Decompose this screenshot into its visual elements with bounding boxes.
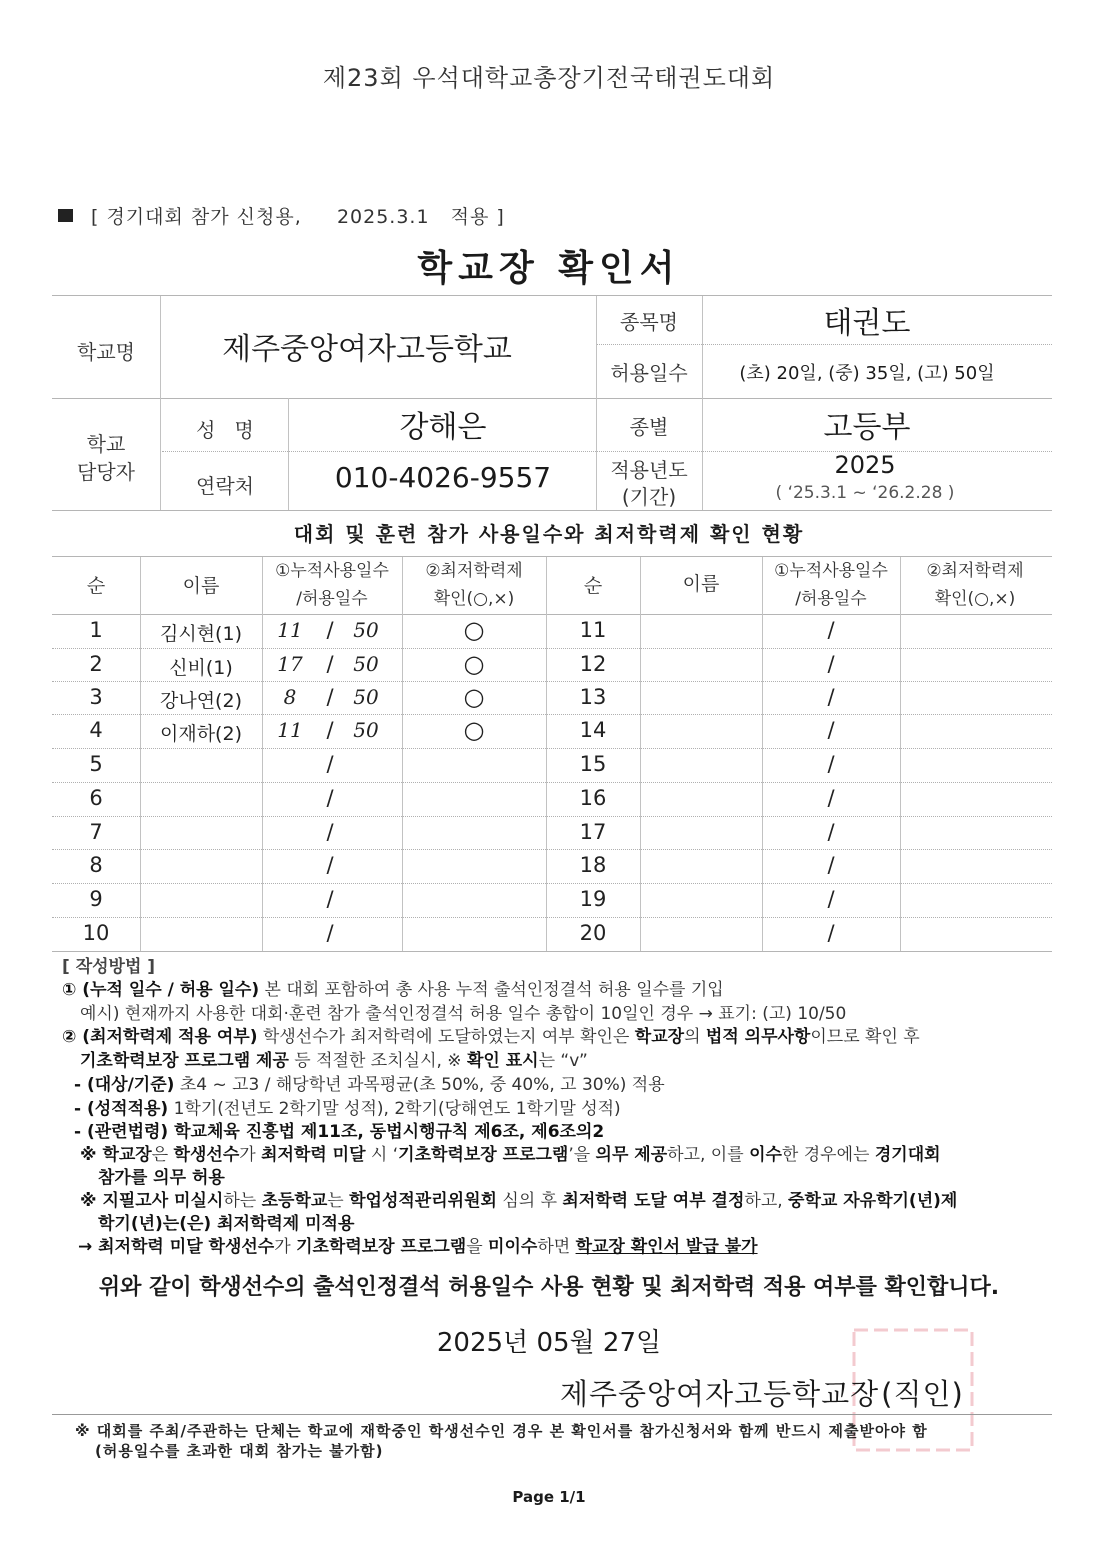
square-bullet-icon: [58, 209, 73, 222]
instruction-text: 이므로 확인 후: [810, 1027, 920, 1047]
header-check-2: 확인(○,×): [433, 589, 515, 609]
header-days-2: /허용일수: [296, 589, 368, 609]
col-line: [640, 557, 641, 951]
row-line: [52, 917, 1052, 918]
year-label-2: (기간): [621, 485, 677, 509]
instruction-text: 본 대회 포함하여 총 사용 누적 출석인정결석 허용 일수를 기입: [259, 980, 724, 1000]
instruction-bold: 의무 제공: [595, 1145, 668, 1165]
footnote-line-2: (허용일수를 초과한 대회 참가는 불가함): [95, 1442, 384, 1460]
row-used-days: 11: [277, 618, 303, 642]
row-line: [52, 648, 1052, 649]
footnote-line-1: ※ 대회를 주최/주관하는 단체는 학교에 재학중인 학생선수인 경우 본 확인서를 참가신청서와 함께 반드시 제출받아야 함: [75, 1422, 928, 1440]
instruction-bold: ※ 학교장: [80, 1145, 152, 1165]
confirm-statement: 위와 같이 학생선수의 출석인정결석 허용일수 사용 현황 및 최저학력 적용 여부를 확인합니다.: [98, 1275, 1000, 1300]
row-no: 19: [579, 887, 607, 911]
instruction-text: 시 ‘: [365, 1145, 399, 1165]
row-no: 15: [579, 752, 607, 776]
allowed-days-value: (초) 20일, (중) 35일, (고) 50일: [739, 363, 995, 384]
instruction-line: [62, 1022, 920, 1047]
row-slash: /: [326, 887, 334, 911]
instruction-text: 학생선수가 최저학력에 도달하였는지 여부 확인은: [257, 1027, 635, 1047]
row-no: 13: [579, 685, 607, 709]
instruction-bold: 최저학력 도달 여부 결정: [562, 1191, 745, 1211]
row-line: [52, 849, 1052, 850]
row-no: 16: [579, 786, 607, 810]
instruction-line: [98, 1209, 354, 1234]
header-check: ②최저학력제: [425, 561, 523, 581]
instruction-bold: ② (최저학력제 적용 여부): [62, 1027, 258, 1047]
row-used-days: 17: [277, 652, 303, 676]
instruction-bold: 학기(년)는(은) 최저학력제 미적용: [98, 1214, 355, 1234]
row-slash: /: [827, 685, 835, 709]
instruction-bold: - (대상/기준): [74, 1075, 175, 1095]
row-slash: /: [326, 652, 334, 676]
instruction-text: 초4 ~ 고3 / 해당학년 과목평균(초 50%, 중 40%, 고 30%) 적용: [174, 1075, 665, 1095]
col-line: [900, 557, 901, 951]
instruction-text: 가: [239, 1145, 262, 1165]
allowed-days-label: 허용일수: [610, 361, 688, 385]
instruction-bold: 학교장 확인서 발급 불가: [575, 1237, 758, 1257]
name-label: 성 명: [196, 418, 254, 442]
info-col-line: [288, 398, 289, 510]
header-check-2: 확인(○,×): [934, 589, 1016, 609]
usage-table-bottom-line: [52, 951, 1052, 952]
instruction-line: [74, 1070, 665, 1095]
instruction-bold: 기초학력보장 프로그램: [296, 1237, 467, 1257]
sport-value: 태권도: [823, 306, 911, 341]
instruction-bold: 미이수: [488, 1237, 538, 1257]
col-line: [262, 557, 263, 951]
school-name: 제주중앙여자고등학교: [222, 332, 512, 367]
contact-phone: 010-4026-9557: [334, 461, 552, 494]
info-divider-line: [52, 398, 1052, 399]
row-no: 20: [579, 921, 607, 945]
header-days: ①누적사용일수: [774, 561, 888, 581]
instruction-bold: ① (누적 일수 / 허용 일수): [62, 980, 260, 1000]
instruction-bold: 참가를 의무 허용: [98, 1168, 225, 1188]
row-slash: /: [827, 618, 835, 642]
instruction-line: [62, 975, 724, 1000]
row-allowed-days: 50: [353, 718, 379, 742]
info-table-top-line: [52, 295, 1052, 296]
instructions-title: [ 작성방법 ]: [62, 957, 156, 977]
instruction-line: [74, 1094, 621, 1119]
instruction-text: 하고, 이를: [667, 1145, 750, 1165]
instruction-bold: - (관련법령) 학교체육 진흥법 제11조, 동법시행규칙 제6조, 제6조의2: [74, 1122, 605, 1142]
row-no: 3: [89, 685, 103, 709]
instruction-text: 는 “v”: [538, 1051, 588, 1071]
row-used-days: 11: [277, 718, 303, 742]
instruction-line: [80, 1186, 957, 1211]
instruction-text: 는: [327, 1191, 350, 1211]
row-no: 2: [89, 652, 103, 676]
row-no: 7: [89, 820, 103, 844]
row-slash: /: [827, 921, 835, 945]
instruction-text: 가: [274, 1237, 297, 1257]
instruction-bold: → 최저학력 미달 학생선수: [78, 1237, 275, 1257]
row-check-mark: ○: [463, 716, 485, 744]
instruction-bold: - (성적적용): [74, 1099, 169, 1119]
row-line: [52, 816, 1052, 817]
col-line: [140, 557, 141, 951]
document-title: 학교장 확인서: [417, 248, 681, 289]
instruction-line: [74, 1117, 604, 1142]
row-slash: /: [827, 786, 835, 810]
row-no: 10: [82, 921, 110, 945]
row-allowed-days: 50: [353, 685, 379, 709]
row-no: 11: [579, 618, 607, 642]
year-label: 적용년도: [610, 458, 688, 482]
year-value: 2025: [834, 451, 896, 479]
row-slash: /: [827, 853, 835, 877]
contact-name: 강해은: [399, 410, 487, 445]
form-note-text: [ 경기대회 참가 신청용, 2025.3.1 적용 ]: [91, 206, 505, 228]
instruction-text: 1학기(전년도 2학기말 성적), 2학기(당해연도 1학기말 성적): [168, 1099, 621, 1119]
instruction-text: 하는: [223, 1191, 262, 1211]
row-used-days: 8: [283, 685, 297, 709]
row-name: 이재하(2): [160, 723, 242, 745]
row-slash: /: [827, 820, 835, 844]
row-line: [52, 714, 1052, 715]
page-number: Page 1/1: [512, 1488, 586, 1506]
row-no: 9: [89, 887, 103, 911]
instruction-text: 을: [466, 1237, 489, 1257]
row-slash: /: [326, 853, 334, 877]
instruction-bold: 최저학력 미달: [261, 1145, 366, 1165]
row-slash: /: [326, 618, 334, 642]
row-slash: /: [326, 921, 334, 945]
division-label: 종별: [629, 415, 669, 439]
instruction-bold: 중학교 자유학기(년)제: [788, 1191, 958, 1211]
instruction-bold: 확인 표시: [466, 1051, 539, 1071]
row-name: 김시현(1): [160, 623, 242, 645]
row-slash: /: [326, 820, 334, 844]
instruction-text: ’을: [568, 1145, 596, 1165]
row-name: 강나연(2): [160, 690, 242, 712]
footnote-rule: [52, 1414, 1052, 1415]
info-col-line: [160, 296, 161, 510]
row-slash: /: [326, 718, 334, 742]
row-slash: /: [827, 752, 835, 776]
row-no: 8: [89, 853, 103, 877]
sport-label: 종목명: [620, 310, 678, 334]
form-note: [58, 202, 505, 229]
row-line: [52, 748, 1052, 749]
header-days: ①누적사용일수: [275, 561, 389, 581]
row-line: [52, 782, 1052, 783]
header-no: 순: [583, 575, 603, 597]
signer: [560, 1372, 964, 1413]
phone-label: 연락처: [196, 474, 254, 498]
instruction-text: 심의 후: [496, 1191, 563, 1211]
school-label: 학교명: [77, 340, 135, 364]
row-line: [52, 681, 1052, 682]
row-no: 12: [579, 652, 607, 676]
event-title: 제23회 우석대학교총장기전국태권도대회: [322, 64, 776, 92]
instruction-bold: 학생선수: [173, 1145, 240, 1165]
row-slash: /: [827, 652, 835, 676]
instruction-text: 하면: [537, 1237, 576, 1257]
row-no: 4: [89, 718, 103, 742]
instruction-line: [98, 1163, 225, 1188]
row-check-mark: ○: [463, 616, 485, 644]
row-name: 신비(1): [169, 657, 233, 679]
header-check: ②최저학력제: [926, 561, 1024, 581]
seal-note: (직인): [881, 1377, 964, 1411]
row-no: 1: [89, 618, 103, 642]
row-check-mark: ○: [463, 650, 485, 678]
header-no: 순: [86, 575, 106, 597]
info-divider-line: [596, 344, 1052, 345]
instruction-bold: 기초학력보장 프로그램 제공: [80, 1051, 289, 1071]
instruction-line: [80, 1046, 588, 1071]
row-slash: /: [326, 685, 334, 709]
instruction-text: 의: [684, 1027, 706, 1047]
usage-table-header-line: [52, 614, 1052, 615]
instruction-text: 한 경우에는: [781, 1145, 875, 1165]
contact-person-label: 학교: [86, 432, 126, 456]
instruction-bold: 기초학력보장 프로그램: [398, 1145, 569, 1165]
row-check-mark: ○: [463, 683, 485, 711]
section-heading: 대회 및 훈련 참가 사용일수와 최저학력제 확인 현황: [293, 522, 805, 546]
instruction-bold: 초등학교: [261, 1191, 328, 1211]
issue-date: 2025년 05월 27일: [436, 1328, 662, 1358]
instruction-bold: ※ 지필고사 미실시: [80, 1191, 224, 1211]
row-no: 6: [89, 786, 103, 810]
row-no: 17: [579, 820, 607, 844]
header-name: 이름: [682, 573, 720, 595]
row-slash: /: [326, 786, 334, 810]
row-line: [52, 883, 1052, 884]
row-no: 5: [89, 752, 103, 776]
instruction-text: 등 적절한 조치실시, ※: [288, 1051, 467, 1071]
instruction-bold: 학업성적관리위원회: [349, 1191, 497, 1211]
header-name: 이름: [182, 575, 220, 597]
row-no: 14: [579, 718, 607, 742]
row-allowed-days: 50: [353, 652, 379, 676]
instruction-bold: 법적 의무사항: [705, 1027, 811, 1047]
instruction-text: 하고,: [744, 1191, 789, 1211]
info-table-bottom-line: [52, 510, 1052, 511]
row-no: 18: [579, 853, 607, 877]
instruction-text: 은: [151, 1145, 174, 1165]
row-slash: /: [827, 887, 835, 911]
row-slash: /: [827, 718, 835, 742]
division-value: 고등부: [823, 410, 911, 445]
instruction-bold: 이수: [749, 1145, 782, 1165]
instruction-line: 예시) 현재까지 사용한 대회·훈련 참가 출석인정결석 허용 일수 총합이 10일인 경우 → 표기: (고) 10/50: [80, 1004, 847, 1024]
period-value: ( ‘25.3.1 ~ ‘26.2.28 ): [775, 483, 955, 503]
row-allowed-days: 50: [353, 618, 379, 642]
instruction-bold: 학교장: [634, 1027, 685, 1047]
row-slash: /: [326, 752, 334, 776]
instruction-line: [78, 1232, 758, 1257]
header-days-2: /허용일수: [795, 589, 867, 609]
signer-name: 제주중앙여자고등학교장: [560, 1377, 880, 1411]
instruction-bold: 경기대회: [874, 1145, 941, 1165]
instruction-line: [80, 1140, 941, 1165]
contact-person-label-2: 담당자: [77, 460, 135, 484]
